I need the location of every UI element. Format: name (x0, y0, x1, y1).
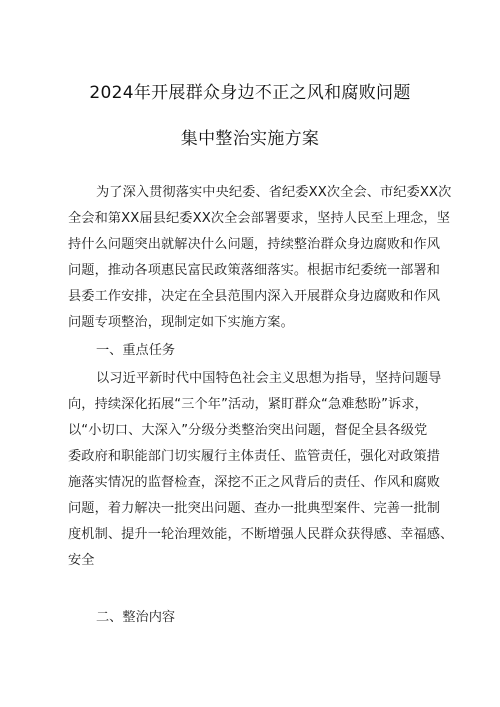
section-heading-key-tasks: 一、重点任务 (96, 343, 176, 358)
key-tasks-line: 安全 (68, 553, 95, 568)
key-tasks-line: 以“小切口、大深入”分级分类整治突出问题，督促全县各级党 (68, 423, 428, 438)
document-title-line-2: 集中整治实施方案 (180, 129, 320, 149)
document-title-line-1: 2024年开展群众身边不正之风和腐败问题 (89, 83, 411, 103)
key-tasks-line: 施落实情况的监督检查，深挖不正之风背后的责任、作风和腐败 (68, 475, 441, 490)
intro-line: 问题，推动各项惠民富民政策落细落实。根据市纪委统一部署和 (68, 263, 441, 278)
intro-line: 持什么问题突出就解决什么问题，持续整治群众身边腐败和作风 (68, 237, 441, 252)
key-tasks-line: 以习近平新时代中国特色社会主义思想为指导，坚持问题导 (96, 371, 442, 386)
intro-line: 全会和第XX届县纪委XX次全会部署要求，坚持人民至上理念，坚 (68, 211, 451, 226)
key-tasks-line: 向，持续深化拓展“三个年”活动，紧盯群众“急难愁盼”诉求， (68, 397, 428, 412)
key-tasks-line: 委政府和职能部门切实履行主体责任、监管责任，强化对政策措 (68, 449, 441, 464)
key-tasks-line: 度机制、提升一轮治理效能，不断增强人民群众获得感、幸福感、 (68, 527, 454, 542)
key-tasks-paragraph (68, 366, 454, 574)
section-heading-rectification-content: 二、整治内容 (96, 610, 176, 625)
intro-line: 为了深入贯彻落实中央纪委、省纪委XX次全会、市纪委XX次 (96, 185, 452, 200)
intro-line: 县委工作安排，决定在全县范围内深入开展群众身边腐败和作风 (68, 289, 441, 304)
key-tasks-line: 问题，着力解决一批突出问题、查办一批典型案件、完善一批制 (68, 501, 441, 516)
intro-paragraph (68, 180, 452, 336)
intro-line: 问题专项整治，现制定如下实施方案。 (68, 315, 294, 330)
